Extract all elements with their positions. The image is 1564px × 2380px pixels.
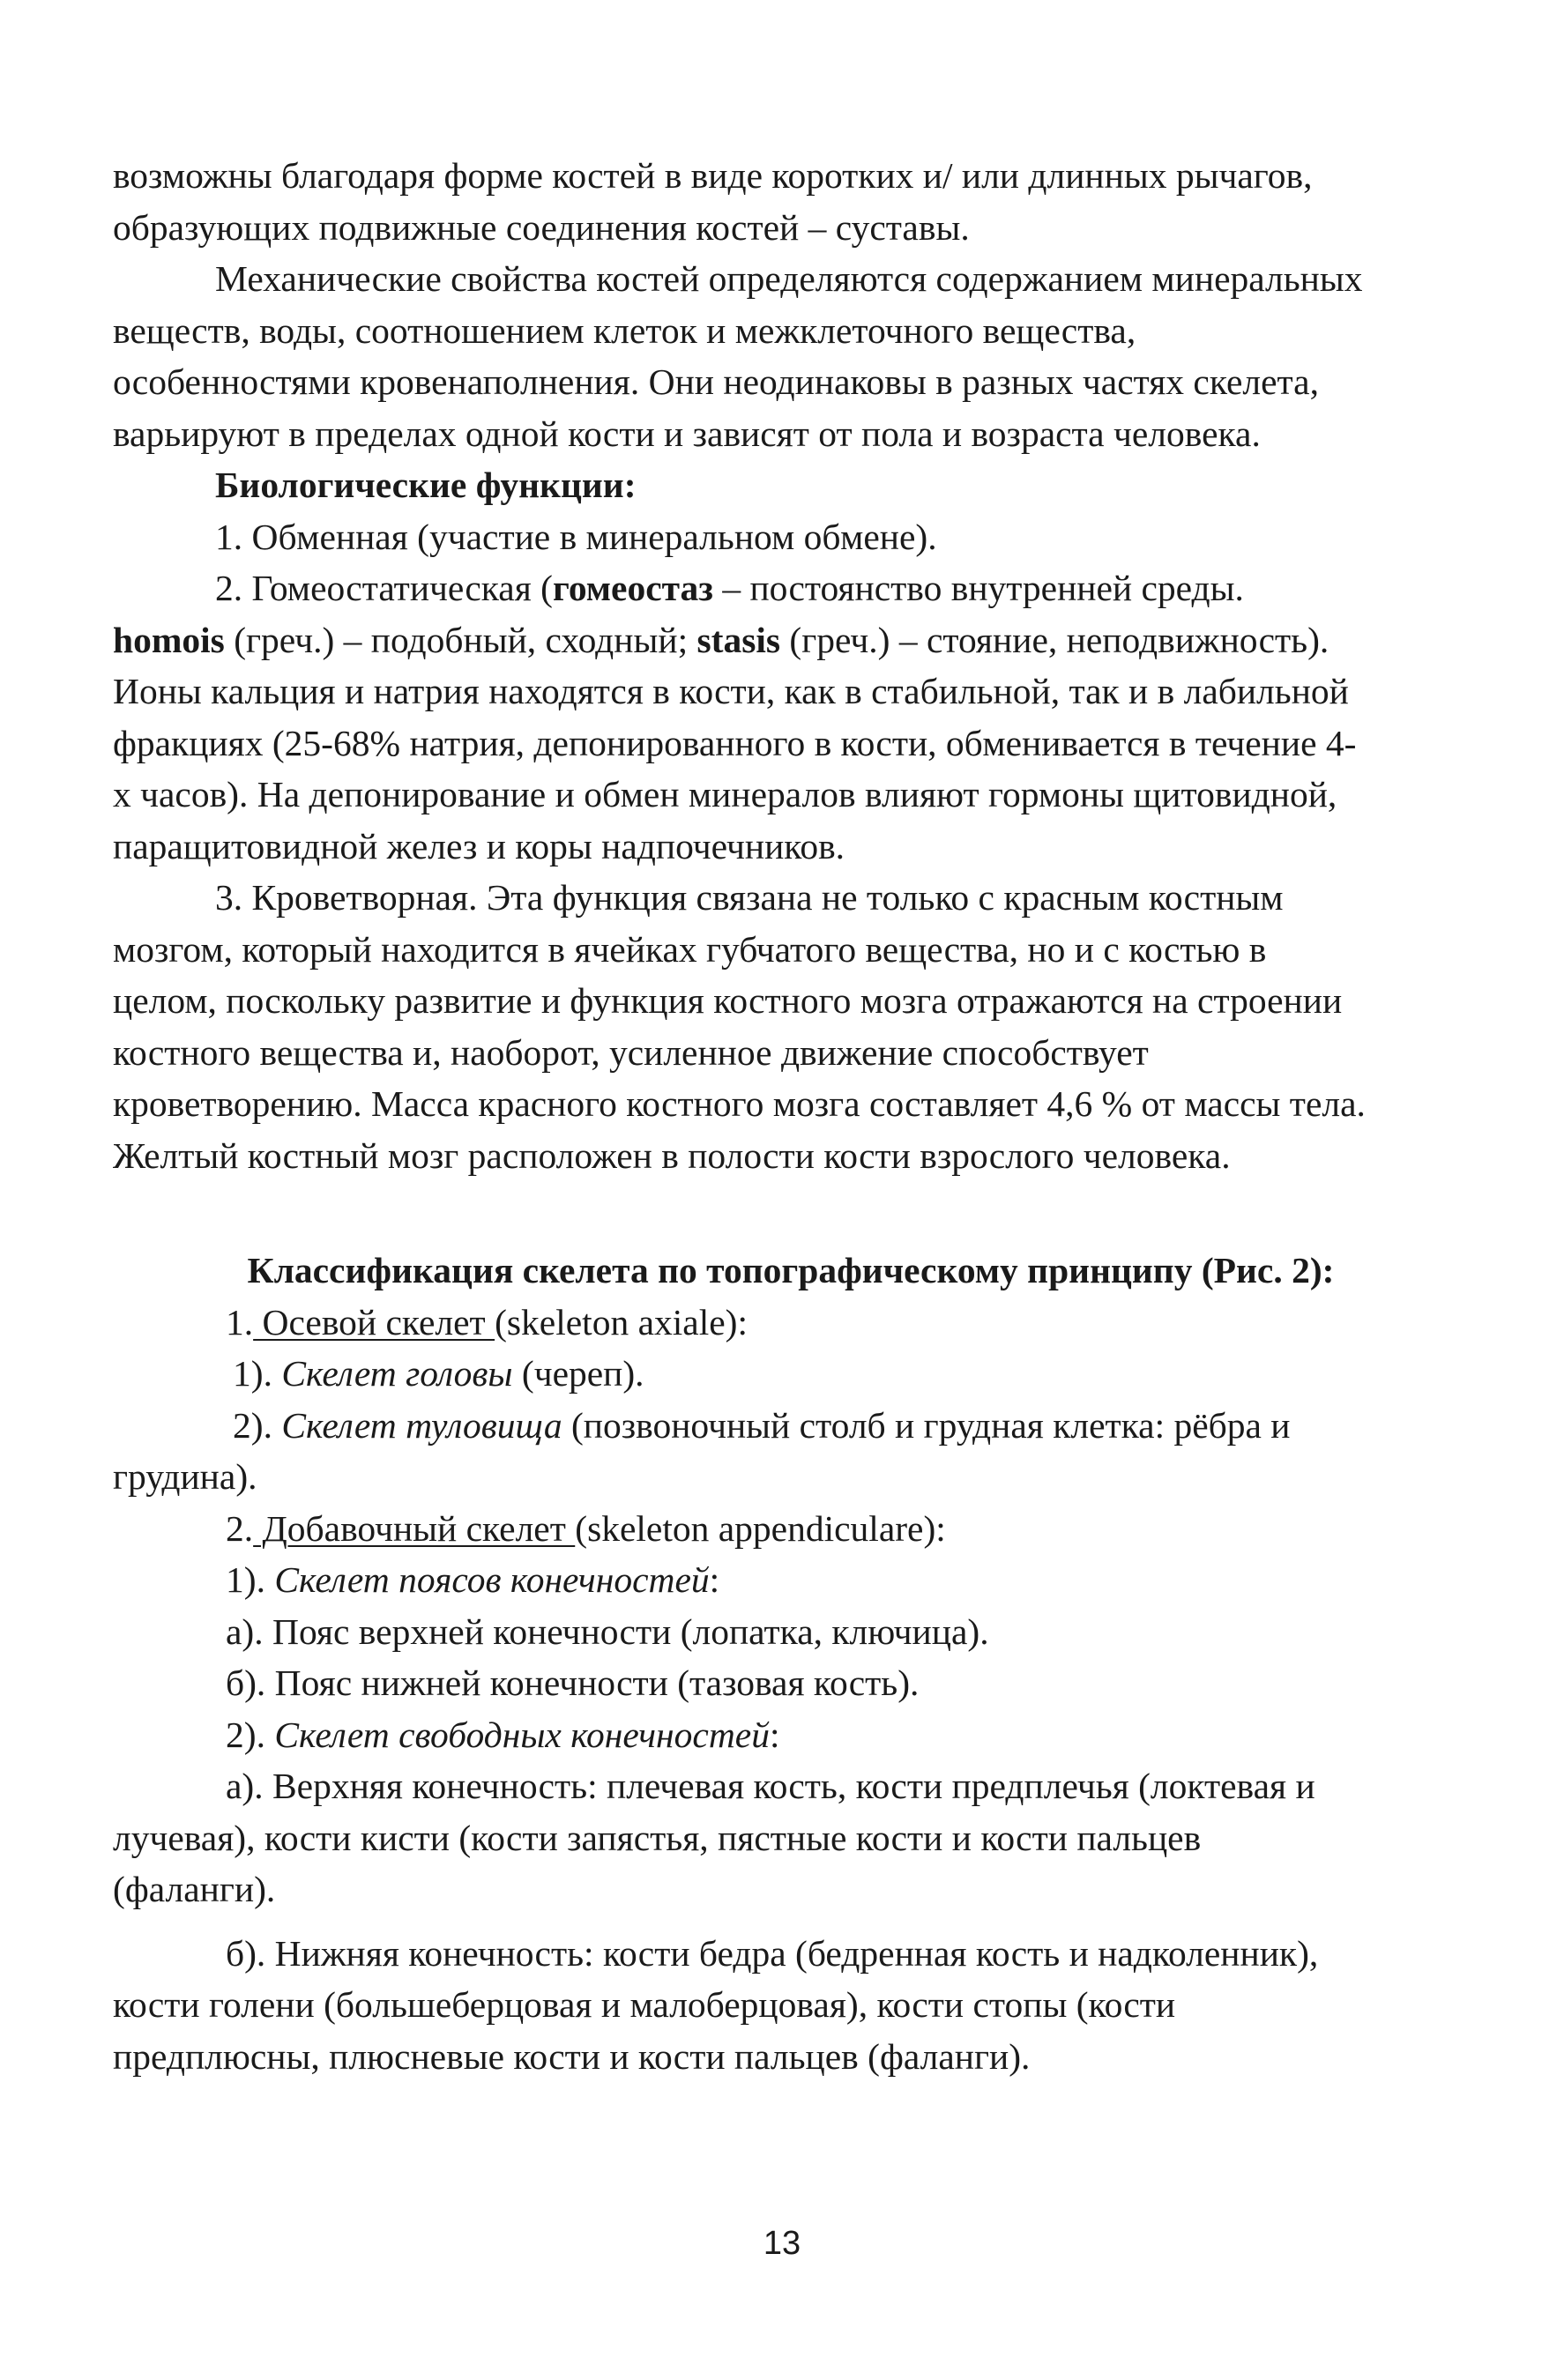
text-line: возможны благодаря форме костей в виде коротких и/ или длинных рычагов, (113, 155, 1313, 196)
paragraph-mechanical-properties (113, 253, 1469, 459)
text-line: мозгом, который находится в ячейках губчатого вещества, но и с костью в (113, 928, 1267, 970)
list-item-hematopoietic-function (113, 872, 1469, 1181)
text-line: Желтый костный мозг расположен в полости кости взрослого человека. (113, 1134, 1231, 1176)
list-item-lower-limb: б). Нижняя конечность: кости бедра (бедренная кость и надколенник), кости голени (большеберцовая и малоберцовая), кости стопы (кости предплюсны, плюсневые кости и кости пальцев (фаланги). (113, 1932, 1319, 2077)
term-homois: homois (113, 619, 225, 660)
text-line: 3. Кроветворная. Эта функция связана не только с красным костным (215, 877, 1284, 918)
section-spacer (113, 1181, 1469, 1245)
text-line: Ионы кальция и натрия находятся в кости, как в стабильной, так и в лабильной (113, 671, 1349, 711)
text-line: лучевая), кости кисти (кости запястья, пястные кости и кости пальцев (113, 1817, 1202, 1858)
list-item-upper-limb: а). Верхняя конечность: плечевая кость, кости предплечья (локтевая и лучевая), кости кисти (кости запястья, пястные кости и кости пальцев (фаланги). (113, 1766, 1315, 1909)
page-number: 13 (763, 2225, 801, 2262)
text-line: предплюсны, плюсневые кости и кости пальцев (фаланги). (113, 2035, 1031, 2077)
text-line: веществ, воды, соотношением клеток и межклеточного вещества, (113, 309, 1136, 351)
list-item-limb-girdles: 1). Скелет поясов конечностей: (226, 1559, 720, 1600)
list-item-homeostatic-function: 2. Гомеостатическая (гомеостаз – постоянство внутренней среды. homois (греч.) – подобный, сходный; stasis (греч.) – стояние, неподвижность). Ионы кальция и натрия находятся в кости, как в стабильной, так и в лабильной фракциях (25-68% натрия, депонированного в кости, обменивается в течение 4- х часов). На депонирование и обмен минералов влияют гормоны щитовидной, паращитовидной желез и коры надпочечников. (113, 568, 1357, 866)
text-line: костного вещества и, наоборот, усиленное движение способствует (113, 1031, 1149, 1073)
section-heading-biological-functions: Биологические функции: (215, 465, 637, 505)
document-page (113, 150, 1469, 2082)
text-line: Механические свойства костей определяются содержанием минеральных (215, 258, 1363, 299)
text-line: х часов). На депонирование и обмен минералов влияют гормоны щитовидной, (113, 774, 1337, 814)
list-item-axial-skeleton: 1. Осевой скелет (skeleton axiale): (226, 1301, 748, 1342)
text-line: варьируют в пределах одной кости и зависят от пола и возраста человека. (113, 413, 1261, 454)
text-line: особенностями кровенаполнения. Они неодинаковы в разных частях скелета, (113, 361, 1319, 402)
text-line: (фаланги). (113, 1869, 276, 1909)
term-appendicular-skeleton: Добавочный скелет (253, 1507, 576, 1549)
list-item-appendicular-skeleton: 2. Добавочный скелет (skeleton appendiculare): (226, 1507, 946, 1549)
text-line: паращитовидной желез и коры надпочечников. (113, 825, 845, 866)
list-item-free-limbs: 2). Скелет свободных конечностей: (226, 1714, 780, 1755)
text-line: фракциях (25-68% натрия, депонированного в кости, обменивается в течение 4- (113, 722, 1357, 763)
term-homeostasis: гомеостаз (553, 568, 713, 608)
text-line: кроветворению. Масса красного костного мозга составляет 4,6 % от массы тела. (113, 1083, 1366, 1124)
text-line: грудина). (113, 1456, 257, 1497)
section-heading-skeleton-classification: Классификация скелета по топографическому принципу (Рис. 2): (247, 1250, 1335, 1290)
list-item-exchange-function: 1. Обменная (участие в минеральном обмене). (215, 516, 937, 557)
text-line: целом, поскольку развитие и функция костного мозга отражаются на строении (113, 980, 1343, 1021)
list-item-skull-skeleton: 1). Скелет головы (череп). (233, 1353, 644, 1394)
text-line: образующих подвижные соединения костей – суставы. (113, 206, 970, 248)
list-item-upper-girdle: а). Пояс верхней конечности (лопатка, ключица). (226, 1610, 989, 1652)
term-axial-skeleton: Осевой скелет (253, 1301, 495, 1342)
term-stasis: stasis (696, 619, 781, 660)
text-line: кости голени (большеберцовая и малоберцовая), кости стопы (кости (113, 1984, 1176, 2025)
list-item-lower-girdle: б). Пояс нижней конечности (тазовая кость). (226, 1662, 920, 1703)
list-item-trunk-skeleton: 2). Скелет туловища (позвоночный столб и грудная клетка: рёбра и грудина). (113, 1404, 1291, 1497)
paragraph-joints (113, 150, 1469, 253)
